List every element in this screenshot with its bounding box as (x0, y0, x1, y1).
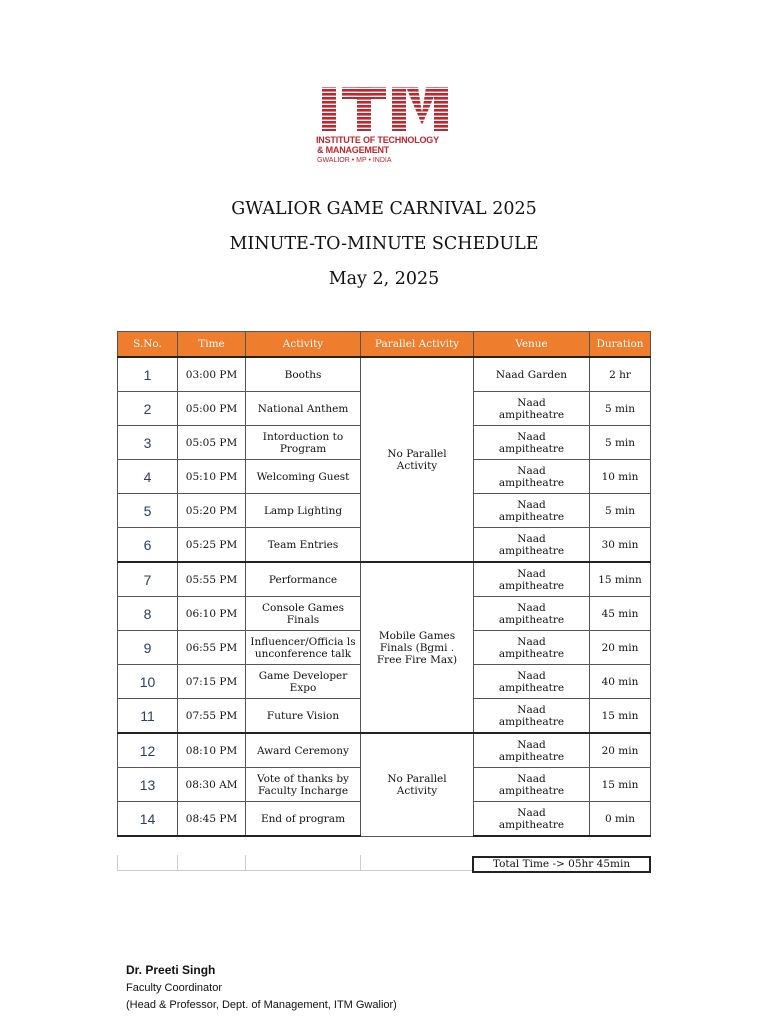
time-cell: 05:25 PM (178, 528, 246, 563)
time-cell: 07:15 PM (178, 665, 246, 699)
activity-cell: National Anthem (246, 392, 361, 426)
activity-cell: End of program (246, 802, 361, 837)
duration-cell: 20 min (590, 733, 651, 768)
duration-cell: 10 min (590, 460, 651, 494)
schedule-body (118, 357, 651, 836)
sno-cell: 10 (118, 665, 178, 699)
sno-cell: 8 (118, 597, 178, 631)
duration-cell: 30 min (590, 528, 651, 563)
sno-cell: 13 (118, 768, 178, 802)
activity-cell: Award Ceremony (246, 733, 361, 768)
sno-cell: 7 (118, 562, 178, 597)
duration-cell: 5 min (590, 426, 651, 460)
venue-cell: Naad ampitheatre (474, 426, 590, 460)
sno-cell: 3 (118, 426, 178, 460)
time-cell: 05:10 PM (178, 460, 246, 494)
sno-cell: 6 (118, 528, 178, 563)
duration-cell: 15 min (590, 699, 651, 734)
activity-cell: Lamp Lighting (246, 494, 361, 528)
footer-cell (360, 855, 474, 871)
logo-location: GWALIOR • MP • INDIA (317, 157, 392, 164)
duration-cell: 45 min (590, 597, 651, 631)
time-cell: 05:20 PM (178, 494, 246, 528)
activity-cell: Vote of thanks by Faculty Incharge (246, 768, 361, 802)
venue-cell: Naad ampitheatre (474, 631, 590, 665)
duration-cell: 2 hr (590, 357, 651, 392)
coordinator-role: Faculty Coordinator (126, 982, 222, 994)
venue-cell: Naad ampitheatre (474, 802, 590, 837)
duration-cell: 40 min (590, 665, 651, 699)
logo-institute-name-2: & MANAGEMENT (317, 145, 390, 155)
duration-cell: 0 min (590, 802, 651, 837)
parallel-activity-cell: No Parallel Activity (361, 733, 474, 836)
venue-cell: Naad ampitheatre (474, 665, 590, 699)
time-cell: 07:55 PM (178, 699, 246, 734)
activity-cell: Welcoming Guest (246, 460, 361, 494)
duration-cell: 5 min (590, 494, 651, 528)
parallel-activity-cell: Mobile Games Finals (Bgmi . Free Fire Max) (361, 562, 474, 733)
time-cell: 08:30 AM (178, 768, 246, 802)
duration-cell: 5 min (590, 392, 651, 426)
total-time: Total Time -> 05hr 45min (472, 856, 651, 873)
column-header-venue: Venue (474, 332, 590, 358)
sno-cell: 1 (118, 357, 178, 392)
event-title: GWALIOR GAME CARNIVAL 2025 (231, 199, 537, 219)
duration-cell: 15 minn (590, 562, 651, 597)
schedule-table (117, 331, 651, 837)
venue-cell: Naad ampitheatre (474, 699, 590, 734)
sno-cell: 11 (118, 699, 178, 734)
venue-cell: Naad ampitheatre (474, 768, 590, 802)
activity-cell: Future Vision (246, 699, 361, 734)
column-header-parallel-activity: Parallel Activity (361, 332, 474, 358)
venue-cell: Naad Garden (474, 357, 590, 392)
time-cell: 05:00 PM (178, 392, 246, 426)
table-footer (117, 855, 650, 871)
footer-cell (245, 855, 361, 871)
activity-cell: Team Entries (246, 528, 361, 563)
time-cell: 06:55 PM (178, 631, 246, 665)
table-row (118, 357, 651, 392)
sno-cell: 9 (118, 631, 178, 665)
time-cell: 08:10 PM (178, 733, 246, 768)
activity-cell: Console Games Finals (246, 597, 361, 631)
column-header-duration: Duration (590, 332, 651, 358)
sno-cell: 5 (118, 494, 178, 528)
venue-cell: Naad ampitheatre (474, 528, 590, 563)
column-header-time: Time (178, 332, 246, 358)
sno-cell: 14 (118, 802, 178, 837)
table-header-row (118, 332, 651, 358)
sno-cell: 2 (118, 392, 178, 426)
activity-cell: Influencer/Officia ls unconference talk (246, 631, 361, 665)
activity-cell: Booths (246, 357, 361, 392)
activity-cell: Intorduction to Program (246, 426, 361, 460)
sno-cell: 4 (118, 460, 178, 494)
itm-logo (316, 85, 452, 169)
parallel-activity-cell: No Parallel Activity (361, 357, 474, 562)
time-cell: 03:00 PM (178, 357, 246, 392)
footer-cell (117, 855, 178, 871)
schedule-subtitle: MINUTE-TO-MINUTE SCHEDULE (229, 234, 539, 254)
time-cell: 05:05 PM (178, 426, 246, 460)
time-cell: 08:45 PM (178, 802, 246, 837)
sno-cell: 12 (118, 733, 178, 768)
activity-cell: Performance (246, 562, 361, 597)
time-cell: 06:10 PM (178, 597, 246, 631)
venue-cell: Naad ampitheatre (474, 494, 590, 528)
coordinator-detail: (Head & Professor, Dept. of Management, ITM Gwalior) (126, 999, 397, 1011)
column-header-sno: S.No. (118, 332, 178, 358)
time-cell: 05:55 PM (178, 562, 246, 597)
activity-cell: Game Developer Expo (246, 665, 361, 699)
venue-cell: Naad ampitheatre (474, 733, 590, 768)
footer-cell (177, 855, 246, 871)
table-row (118, 733, 651, 768)
duration-cell: 20 min (590, 631, 651, 665)
duration-cell: 15 min (590, 768, 651, 802)
venue-cell: Naad ampitheatre (474, 597, 590, 631)
venue-cell: Naad ampitheatre (474, 562, 590, 597)
table-row (118, 562, 651, 597)
logo-institute-name: INSTITUTE OF TECHNOLOGY (316, 135, 439, 145)
column-header-activity: Activity (246, 332, 361, 358)
venue-cell: Naad ampitheatre (474, 460, 590, 494)
event-date: May 2, 2025 (328, 269, 440, 289)
itm-logo-mark (318, 85, 450, 133)
venue-cell: Naad ampitheatre (474, 392, 590, 426)
coordinator-name: Dr. Preeti Singh (126, 963, 216, 977)
